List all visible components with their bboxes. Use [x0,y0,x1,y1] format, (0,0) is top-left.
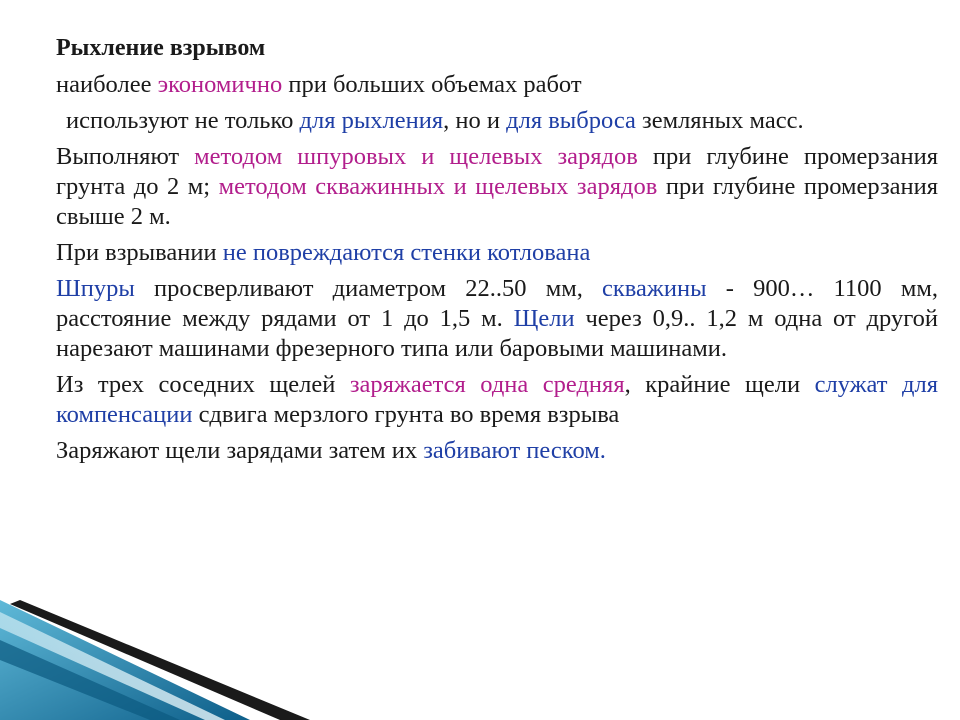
text-run: при глубине промерзания свыше 2 м. [56,173,939,230]
text-run: через 0,9.. 1,2 м одна от другой нарезают машинами фрезерного типа или баровыми машинами. [56,305,938,362]
text-run: земляных масс. [635,107,804,134]
highlighted-text: для выброса [506,107,636,134]
highlighted-text: забивают песком. [423,437,606,464]
text-run: , крайние щели [624,371,815,398]
text-run: Выполняют [56,143,195,170]
text-run: Заряжают щели зарядами затем их [56,437,424,464]
highlighted-text: методом шпуровых и щелевых зарядов [194,143,638,170]
paragraph [56,274,938,364]
highlighted-text: заряжается одна средняя [349,371,625,398]
paragraph [56,142,938,232]
highlighted-text: для рыхления [299,107,444,134]
text-run: сдвига мерзлого грунта во время взрыва [192,401,620,428]
highlighted-text: методом скважинных и щелевых зарядов [218,173,658,200]
paragraph [56,106,938,136]
text-run: при глубине промерзания грунта до 2 м; [56,143,939,200]
text-run: при больших объемах работ [282,71,582,98]
text-run: Из трех соседних щелей [56,371,350,398]
highlighted-text: экономично [157,71,283,98]
slide-title: Рыхление взрывом [56,35,266,61]
highlighted-text: служат для компенсации [56,371,938,428]
highlighted-text: скважины [602,275,707,302]
highlighted-text: не повреждаются стенки котлована [222,239,591,266]
text-run: При взрывании [56,239,223,266]
paragraph [56,436,938,466]
paragraph-list [56,70,938,466]
text-run: используют не только [66,107,300,134]
text-run: - 900… 1100 мм, расстояние между рядами от 1 до 1,5 м. [56,275,938,332]
slide-content [56,34,938,472]
paragraph [56,238,938,268]
highlighted-text: Щели [513,305,575,332]
text-run: наиболее [56,71,158,98]
paragraph [56,370,938,430]
highlighted-text: Шпуры [56,275,135,302]
paragraph [56,70,938,100]
text-run: просверливают диаметром 22..50 мм, [134,275,603,302]
text-run: , но и [443,107,507,134]
